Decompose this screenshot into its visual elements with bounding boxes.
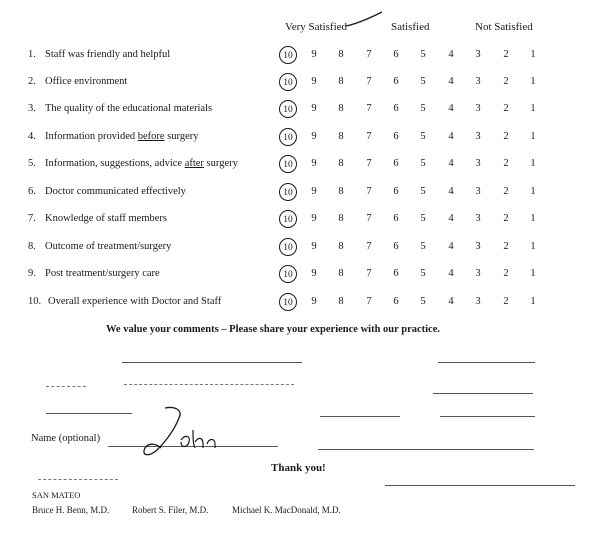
rating-option[interactable]: 8 — [338, 103, 344, 114]
rating-option[interactable]: 7 — [366, 268, 372, 279]
rating-option[interactable]: 6 — [393, 186, 399, 197]
rating-option[interactable]: 9 — [311, 103, 317, 114]
question-text — [45, 158, 238, 169]
comments-prompt: We value your comments – Please share your experience with our practice. — [106, 324, 441, 335]
rating-option[interactable]: 3 — [475, 49, 481, 60]
comment-line[interactable] — [385, 485, 575, 486]
footer-doctor: Michael K. MacDonald, M.D. — [232, 505, 341, 515]
question-text: Outcome of treatment/surgery — [45, 241, 172, 252]
rating-option[interactable]: 1 — [530, 103, 536, 114]
question-text: Overall experience with Doctor and Staff — [48, 296, 222, 307]
header-satisfied: Satisfied — [391, 21, 430, 33]
rating-option[interactable]: 5 — [420, 241, 426, 252]
rating-option[interactable]: 7 — [366, 296, 372, 307]
rating-option[interactable]: 3 — [475, 241, 481, 252]
rating-option[interactable]: 2 — [503, 76, 509, 87]
rating-option[interactable]: 7 — [366, 186, 372, 197]
rating-option[interactable]: 4 — [448, 158, 454, 169]
rating-option[interactable]: 3 — [475, 213, 481, 224]
question-text: Office environment — [45, 76, 128, 87]
rating-selected-circle[interactable]: 10 — [279, 183, 297, 201]
rating-option[interactable]: 5 — [420, 158, 426, 169]
rating-option[interactable]: 6 — [393, 131, 399, 142]
rating-option[interactable]: 5 — [420, 49, 426, 60]
name-label: Name (optional) — [31, 433, 101, 444]
rating-option[interactable]: 4 — [448, 241, 454, 252]
rating-option[interactable]: 2 — [503, 213, 509, 224]
rating-option[interactable]: 1 — [530, 158, 536, 169]
question-text: Doctor communicated effectively — [45, 186, 186, 197]
rating-option[interactable]: 3 — [475, 158, 481, 169]
rating-option[interactable]: 8 — [338, 186, 344, 197]
rating-selected-circle[interactable]: 10 — [279, 155, 297, 173]
rating-option[interactable]: 6 — [393, 241, 399, 252]
question-text-part: Information provided — [45, 131, 138, 142]
header-not-satisfied: Not Satisfied — [475, 21, 533, 33]
rating-option[interactable]: 8 — [338, 268, 344, 279]
rating-option[interactable]: 8 — [338, 241, 344, 252]
question-text-part: Information, suggestions, advice — [45, 158, 185, 169]
rating-selected-circle[interactable]: 10 — [279, 238, 297, 256]
rating-option[interactable]: 3 — [475, 76, 481, 87]
rating-option[interactable]: 9 — [311, 241, 317, 252]
rating-option[interactable]: 8 — [338, 158, 344, 169]
question-number: 10. — [28, 296, 42, 307]
rating-option[interactable]: 1 — [530, 268, 536, 279]
rating-selected-circle[interactable]: 10 — [279, 210, 297, 228]
rating-selected-circle[interactable]: 10 — [279, 73, 297, 91]
rating-selected-circle[interactable]: 10 — [279, 293, 297, 311]
rating-option[interactable]: 6 — [393, 296, 399, 307]
rating-option[interactable]: 3 — [475, 268, 481, 279]
rating-option[interactable]: 2 — [503, 296, 509, 307]
rating-option[interactable]: 4 — [448, 213, 454, 224]
rating-selected-circle[interactable]: 10 — [279, 46, 297, 64]
rating-option[interactable]: 8 — [338, 49, 344, 60]
rating-option[interactable]: 6 — [393, 76, 399, 87]
rating-option[interactable]: 3 — [475, 186, 481, 197]
question-number: 3. — [28, 103, 36, 114]
rating-option[interactable]: 5 — [420, 103, 426, 114]
thank-you: Thank you! — [271, 462, 326, 474]
rating-option[interactable]: 5 — [420, 213, 426, 224]
comment-line[interactable] — [124, 384, 294, 385]
rating-option[interactable]: 1 — [530, 49, 536, 60]
question-text-emphasis: after — [184, 158, 204, 169]
rating-option[interactable]: 2 — [503, 186, 509, 197]
rating-option[interactable]: 9 — [311, 213, 317, 224]
rating-selected-circle[interactable]: 10 — [279, 265, 297, 283]
rating-option[interactable]: 3 — [475, 296, 481, 307]
header-very-satisfied: Very Satisfied — [285, 21, 348, 33]
rating-option[interactable]: 2 — [503, 241, 509, 252]
rating-option[interactable]: 5 — [420, 131, 426, 142]
comment-line[interactable] — [320, 416, 400, 417]
comment-line[interactable] — [440, 416, 535, 417]
rating-option[interactable]: 9 — [311, 268, 317, 279]
comment-line[interactable] — [46, 386, 86, 387]
comment-line[interactable] — [318, 449, 534, 450]
rating-option[interactable]: 8 — [338, 213, 344, 224]
question-number: 8. — [28, 241, 36, 252]
rating-selected-circle[interactable]: 10 — [279, 128, 297, 146]
rating-option[interactable]: 9 — [311, 296, 317, 307]
rating-option[interactable]: 7 — [366, 241, 372, 252]
rating-option[interactable]: 5 — [420, 186, 426, 197]
rating-option[interactable]: 7 — [366, 131, 372, 142]
rating-option[interactable]: 2 — [503, 131, 509, 142]
question-text-part: surgery — [164, 131, 199, 142]
rating-option[interactable]: 7 — [366, 76, 372, 87]
rating-selected-circle[interactable]: 10 — [279, 100, 297, 118]
question-text-emphasis: before — [137, 131, 165, 142]
rating-option[interactable]: 8 — [338, 296, 344, 307]
rating-option[interactable]: 1 — [530, 186, 536, 197]
comment-line[interactable] — [438, 362, 535, 363]
signature-text: John — [135, 404, 137, 405]
rating-option[interactable]: 9 — [311, 186, 317, 197]
rating-option[interactable]: 1 — [530, 76, 536, 87]
question-number: 4. — [28, 131, 36, 142]
rating-option[interactable]: 2 — [503, 268, 509, 279]
footer-doctor: Robert S. Filer, M.D. — [132, 505, 209, 515]
rating-option[interactable]: 7 — [366, 213, 372, 224]
rating-option[interactable]: 8 — [338, 76, 344, 87]
rating-option[interactable]: 1 — [530, 131, 536, 142]
rating-option[interactable]: 4 — [448, 296, 454, 307]
question-number: 2. — [28, 76, 36, 87]
question-text: The quality of the educational materials — [45, 103, 213, 114]
rating-option[interactable]: 2 — [503, 49, 509, 60]
rating-option[interactable]: 9 — [311, 49, 317, 60]
question-number: 6. — [28, 186, 36, 197]
rating-option[interactable]: 1 — [530, 296, 536, 307]
rating-option[interactable]: 3 — [475, 103, 481, 114]
rating-option[interactable]: 9 — [311, 131, 317, 142]
comment-line[interactable] — [433, 393, 533, 394]
rating-option[interactable]: 9 — [311, 158, 317, 169]
rating-option[interactable]: 6 — [393, 103, 399, 114]
rating-option[interactable]: 5 — [420, 296, 426, 307]
rating-option[interactable]: 4 — [448, 103, 454, 114]
question-text — [45, 131, 199, 142]
rating-option[interactable]: 5 — [420, 76, 426, 87]
comment-line[interactable] — [46, 413, 132, 414]
question-number: 5. — [28, 158, 36, 169]
question-text: Post treatment/surgery care — [45, 268, 160, 279]
rating-option[interactable]: 6 — [393, 158, 399, 169]
question-number: 9. — [28, 268, 36, 279]
question-text: Staff was friendly and helpful — [45, 49, 171, 60]
rating-option[interactable]: 6 — [393, 213, 399, 224]
rating-option[interactable]: 6 — [393, 49, 399, 60]
footer-doctor: Bruce H. Benn, M.D. — [32, 505, 110, 515]
signature-mark — [135, 404, 225, 462]
rating-option[interactable]: 5 — [420, 268, 426, 279]
comment-line[interactable] — [38, 479, 118, 480]
rating-option[interactable]: 7 — [366, 103, 372, 114]
rating-option[interactable]: 2 — [503, 158, 509, 169]
rating-option[interactable]: 7 — [366, 158, 372, 169]
question-number: 7. — [28, 213, 36, 224]
rating-option[interactable]: 6 — [393, 268, 399, 279]
rating-option[interactable]: 4 — [448, 76, 454, 87]
question-number: 1. — [28, 49, 36, 60]
rating-option[interactable]: 4 — [448, 268, 454, 279]
rating-option[interactable]: 4 — [448, 49, 454, 60]
rating-option[interactable]: 7 — [366, 49, 372, 60]
footer-location: SAN MATEO — [32, 490, 81, 500]
rating-option[interactable]: 4 — [448, 186, 454, 197]
rating-option[interactable]: 2 — [503, 103, 509, 114]
rating-option[interactable]: 4 — [448, 131, 454, 142]
header-checkmark-stroke — [344, 10, 384, 30]
question-text-part: surgery — [203, 158, 238, 169]
question-text: Knowledge of staff members — [45, 213, 167, 224]
rating-option[interactable]: 9 — [311, 76, 317, 87]
rating-option[interactable]: 1 — [530, 241, 536, 252]
rating-option[interactable]: 1 — [530, 213, 536, 224]
rating-option[interactable]: 8 — [338, 131, 344, 142]
rating-option[interactable]: 3 — [475, 131, 481, 142]
comment-line[interactable] — [122, 362, 302, 363]
